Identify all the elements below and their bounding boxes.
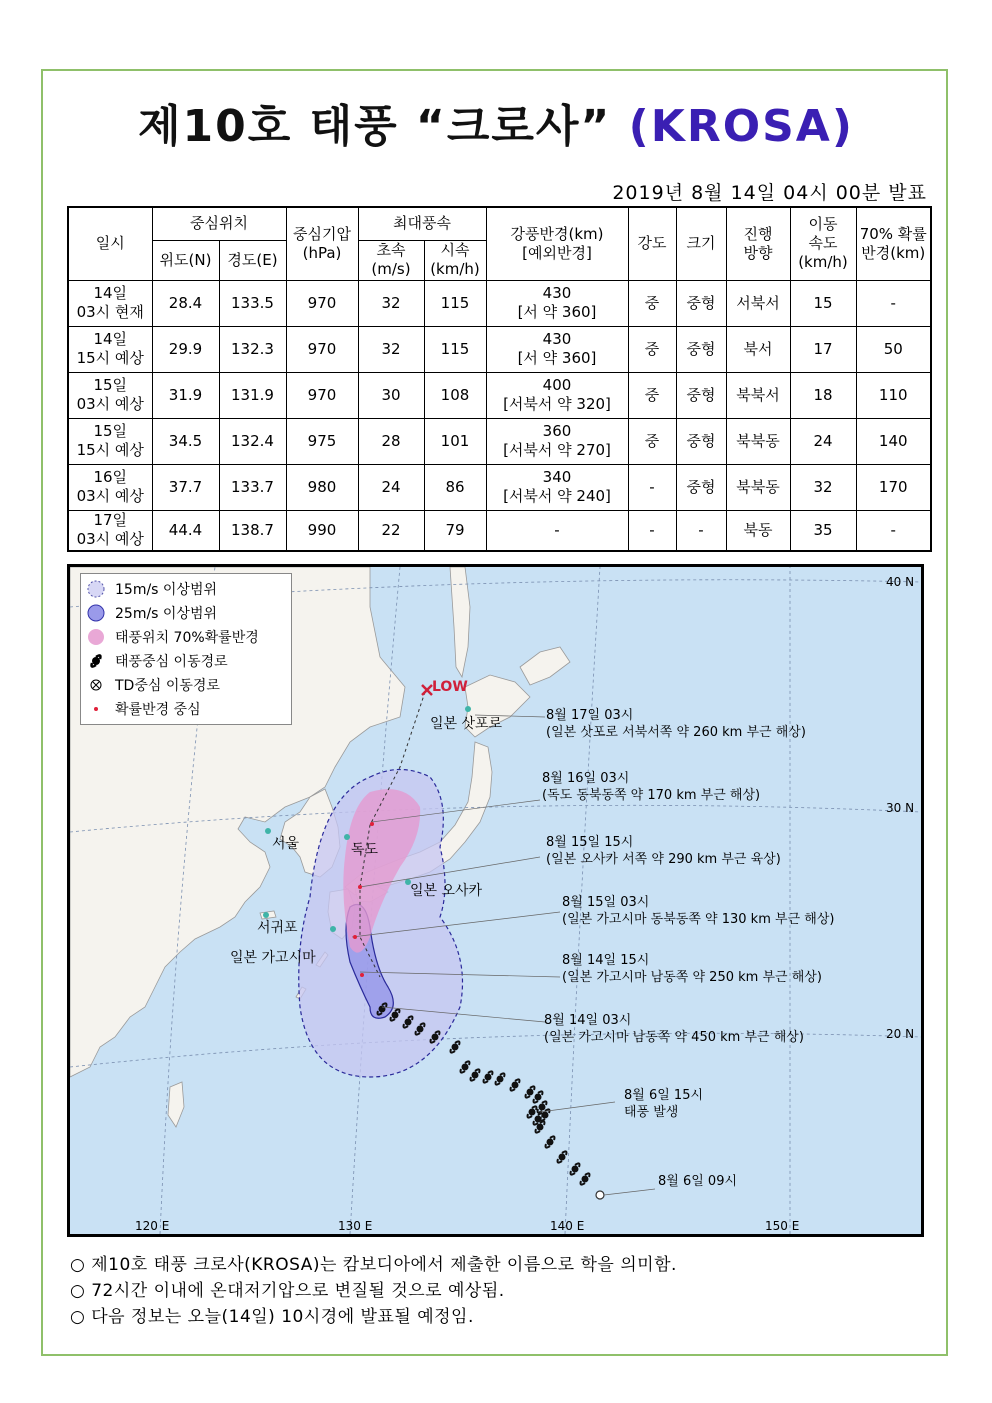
- cell-int: 중: [628, 280, 676, 326]
- header-speed: 이동 속도 (km/h): [790, 207, 856, 280]
- note-2: ○ 72시간 이내에 온대저기압으로 변질될 것으로 예상됨.: [70, 1281, 505, 1301]
- issued-time: 2019년 8월 14일 04시 00분 발표: [612, 182, 927, 204]
- cell-radius: 430 [서 약 360]: [486, 326, 628, 372]
- map-legend: [80, 573, 292, 725]
- title-english: (KROSA): [628, 101, 854, 152]
- cell-spd: 32: [790, 464, 856, 510]
- cell-kmh: 101: [424, 418, 486, 464]
- place-osaka: 일본 오사카: [410, 883, 483, 899]
- typhoon-track-map: [67, 564, 924, 1237]
- annotation-aug14-15: 8월 14일 15시 (일본 가고시마 남동쪽 약 250 km 부근 해상): [562, 953, 822, 985]
- cell-ms: 22: [358, 510, 424, 551]
- forecast-table: [67, 206, 932, 552]
- cell-radius: -: [486, 510, 628, 551]
- cell-prob: -: [856, 510, 931, 551]
- cell-lat: 44.4: [152, 510, 219, 551]
- cell-hpa: 970: [286, 372, 358, 418]
- cell-time: 15일 15시 예상: [68, 418, 152, 464]
- lon-label-120: 120 E: [135, 1219, 170, 1233]
- annotation-aug6-15: 8월 6일 15시 태풍 발생: [624, 1088, 704, 1120]
- cell-lon: 133.5: [219, 280, 286, 326]
- annotation-aug16: 8월 16일 03시 (독도 동북동쪽 약 170 km 부근 해상): [542, 771, 761, 803]
- cell-int: 중: [628, 326, 676, 372]
- table-row: [68, 280, 931, 326]
- cell-radius: 360 [서북서 약 270]: [486, 418, 628, 464]
- cell-lat: 29.9: [152, 326, 219, 372]
- cell-ms: 28: [358, 418, 424, 464]
- table-row: [68, 326, 931, 372]
- cell-hpa: 990: [286, 510, 358, 551]
- cell-prob: 110: [856, 372, 931, 418]
- place-seogwipo: 서귀포: [257, 920, 298, 936]
- header-row-1: [68, 207, 931, 240]
- cell-lat: 37.7: [152, 464, 219, 510]
- table-row: [68, 464, 931, 510]
- cell-size: 중형: [676, 418, 726, 464]
- annotation-aug14-03: 8월 14일 03시 (일본 가고시마 남동쪽 약 450 km 부근 해상): [544, 1013, 804, 1045]
- cell-time: 16일 03시 예상: [68, 464, 152, 510]
- cell-ms: 24: [358, 464, 424, 510]
- cell-hpa: 970: [286, 280, 358, 326]
- cell-hpa: 970: [286, 326, 358, 372]
- cell-dir: 북북서: [726, 372, 790, 418]
- cell-prob: 50: [856, 326, 931, 372]
- place-kagoshima: 일본 가고시마: [230, 950, 316, 966]
- typhoon-symbol-icon: [81, 651, 111, 671]
- cell-spd: 24: [790, 418, 856, 464]
- cell-radius: 400 [서북서 약 320]: [486, 372, 628, 418]
- cell-ms: 32: [358, 326, 424, 372]
- cell-kmh: 115: [424, 326, 486, 372]
- cell-hpa: 980: [286, 464, 358, 510]
- cell-time: 15일 03시 예상: [68, 372, 152, 418]
- cell-dir: 북북동: [726, 418, 790, 464]
- cell-size: -: [676, 510, 726, 551]
- legend-label: TD중심 이동경로: [115, 678, 220, 694]
- cell-lat: 31.9: [152, 372, 219, 418]
- table-row: [68, 372, 931, 418]
- legend-item: [81, 650, 228, 672]
- lon-label-150: 150 E: [765, 1219, 800, 1233]
- note-3: ○ 다음 정보는 오늘(14일) 10시경에 발표될 예정임.: [70, 1307, 474, 1327]
- table-row: [68, 418, 931, 464]
- cell-time: 14일 15시 예상: [68, 326, 152, 372]
- title-korean: 제10호 태풍 “크로사”: [138, 101, 612, 152]
- cell-size: 중형: [676, 464, 726, 510]
- genesis-td-icon: [596, 1191, 604, 1199]
- header-lon: 경도(E): [219, 240, 286, 280]
- legend-item: [81, 674, 220, 696]
- lat-label-30: 30 N: [886, 801, 915, 815]
- low-label: LOW: [432, 679, 468, 695]
- cell-kmh: 108: [424, 372, 486, 418]
- header-radius: 강풍반경(km) [예외반경]: [486, 207, 628, 280]
- td-symbol-icon: [81, 675, 111, 695]
- cell-spd: 35: [790, 510, 856, 551]
- cell-int: -: [628, 510, 676, 551]
- blue-circle-icon: [81, 603, 111, 623]
- table-row: [68, 510, 931, 551]
- header-kmh: 시속 (km/h): [424, 240, 486, 280]
- cell-dir: 서북서: [726, 280, 790, 326]
- header-prob-radius: 70% 확률 반경(km): [856, 207, 931, 280]
- cell-size: 중형: [676, 372, 726, 418]
- header-ms: 초속 (m/s): [358, 240, 424, 280]
- cell-time: 17일 03시 예상: [68, 510, 152, 551]
- cell-ms: 32: [358, 280, 424, 326]
- header-lat: 위도(N): [152, 240, 219, 280]
- cell-kmh: 86: [424, 464, 486, 510]
- annotation-aug17: 8월 17일 03시 (일본 삿포로 서북서쪽 약 260 km 부근 해상): [546, 708, 806, 740]
- page-title: [0, 90, 992, 154]
- cell-lon: 138.7: [219, 510, 286, 551]
- lat-label-40: 40 N: [886, 575, 915, 589]
- cell-int: 중: [628, 418, 676, 464]
- place-seoul: 서울: [272, 836, 300, 852]
- legend-label: 25m/s 이상범위: [115, 606, 218, 622]
- notes: [70, 1252, 677, 1330]
- header-pressure: 중심기압 (hPa): [286, 207, 358, 280]
- cell-prob: 140: [856, 418, 931, 464]
- legend-label: 15m/s 이상범위: [115, 582, 218, 598]
- cell-dir: 북서: [726, 326, 790, 372]
- legend-item: [81, 626, 259, 648]
- header-time: 일시: [68, 207, 152, 280]
- cell-prob: 170: [856, 464, 931, 510]
- cell-kmh: 115: [424, 280, 486, 326]
- header-size: 크기: [676, 207, 726, 280]
- cell-lon: 131.9: [219, 372, 286, 418]
- legend-item: [81, 578, 217, 600]
- red-dot-icon: [81, 699, 111, 719]
- cell-time: 14일 03시 현재: [68, 280, 152, 326]
- place-sapporo: 일본 삿포로: [430, 716, 503, 732]
- lon-label-130: 130 E: [338, 1219, 373, 1233]
- lon-label-140: 140 E: [550, 1219, 585, 1233]
- cell-spd: 17: [790, 326, 856, 372]
- annotation-aug15-15: 8월 15일 15시 (일본 오사카 서쪽 약 290 km 부근 육상): [546, 835, 781, 867]
- annotation-aug15-03: 8월 15일 03시 (일본 가고시마 동북동쪽 약 130 km 부근 해상): [562, 895, 835, 927]
- note-1: ○ 제10호 태풍 크로사(KROSA)는 캄보디아에서 제출한 이름으로 학을 의미함.: [70, 1255, 677, 1275]
- cell-size: 중형: [676, 326, 726, 372]
- lat-label-20: 20 N: [886, 1027, 915, 1041]
- legend-label: 확률반경 중심: [115, 702, 201, 718]
- legend-label: 태풍중심 이동경로: [115, 654, 228, 670]
- legend-label: 태풍위치 70%확률반경: [115, 630, 259, 646]
- cell-spd: 18: [790, 372, 856, 418]
- cell-radius: 430 [서 약 360]: [486, 280, 628, 326]
- cell-spd: 15: [790, 280, 856, 326]
- cell-size: 중형: [676, 280, 726, 326]
- cell-int: -: [628, 464, 676, 510]
- legend-item: [81, 698, 201, 720]
- cell-lon: 132.4: [219, 418, 286, 464]
- cell-prob: -: [856, 280, 931, 326]
- cell-int: 중: [628, 372, 676, 418]
- place-dokdo: 독도: [351, 842, 379, 858]
- header-intensity: 강도: [628, 207, 676, 280]
- dotted-circle-icon: [81, 579, 111, 599]
- legend-item: [81, 602, 217, 624]
- cell-lat: 34.5: [152, 418, 219, 464]
- header-center: 중심위치: [152, 207, 286, 240]
- annotation-aug6-09: 8월 6일 09시: [658, 1174, 738, 1189]
- cell-lon: 132.3: [219, 326, 286, 372]
- cell-hpa: 975: [286, 418, 358, 464]
- cell-radius: 340 [서북서 약 240]: [486, 464, 628, 510]
- cell-ms: 30: [358, 372, 424, 418]
- cell-dir: 북동: [726, 510, 790, 551]
- header-direction: 진행 방향: [726, 207, 790, 280]
- cell-lat: 28.4: [152, 280, 219, 326]
- pink-circle-icon: [81, 627, 111, 647]
- cell-lon: 133.7: [219, 464, 286, 510]
- cell-kmh: 79: [424, 510, 486, 551]
- header-wind: 최대풍속: [358, 207, 486, 240]
- cell-dir: 북북동: [726, 464, 790, 510]
